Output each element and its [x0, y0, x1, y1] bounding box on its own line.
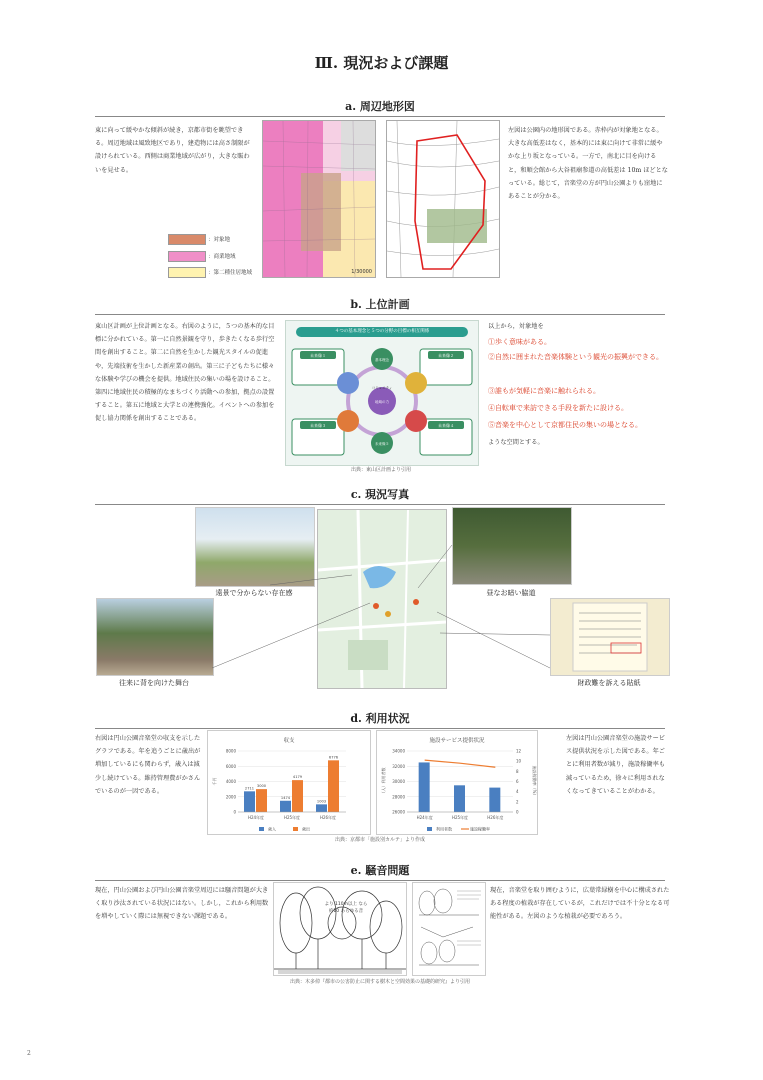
noise-diagram — [412, 882, 486, 976]
y-tick-label: 4000 — [225, 779, 236, 784]
section-c-rule — [95, 504, 665, 505]
y2-tick-label: 2 — [516, 799, 519, 805]
bar-利用者数 — [419, 762, 430, 812]
legend-swatch — [293, 827, 298, 831]
x-tick-label: H24年度 — [416, 815, 433, 820]
y2-tick-label: 10 — [516, 758, 522, 764]
y-axis-label: （人）利用者数 — [381, 767, 386, 796]
photo-distant-view — [195, 507, 315, 587]
y-tick-label: 32000 — [392, 763, 405, 769]
y2-tick-label: 4 — [516, 789, 519, 795]
section-a-rule — [95, 116, 665, 117]
section-a-heading: a. 周辺地形図 — [345, 100, 415, 113]
diagram-node-4: 未来像４ — [438, 423, 454, 428]
objective-3: ③誰もが気軽に音楽に触れられる。 — [488, 387, 600, 395]
section-d-rule — [95, 728, 665, 729]
legend-label-target: ：対象地 — [208, 237, 231, 243]
photo-dark-path — [452, 507, 572, 585]
photo-label-stage-back: 往来に背を向けた舞台 — [119, 679, 189, 687]
y-tick-label: 26000 — [392, 809, 405, 815]
data-label: 1474 — [280, 795, 291, 800]
bar-歳出 — [328, 760, 339, 812]
diagram-node-3: 未来像３ — [310, 423, 326, 428]
y-tick-label: 30000 — [392, 779, 405, 784]
diagram-node-8: 未来像５ — [375, 442, 389, 446]
photo-notice — [550, 598, 670, 676]
y-tick-label: 0 — [233, 809, 236, 815]
photo-stage-back — [96, 598, 214, 676]
notice-graphic — [551, 599, 669, 675]
diagram-caption: 出典：東山区計画より引用 — [350, 467, 411, 473]
diagram-node-1: 未来像１ — [310, 353, 326, 358]
objective-1: ①歩く意味がある。 — [488, 338, 551, 346]
x-tick-label: H25年度 — [283, 815, 301, 820]
section-e-right-text: 現在，音楽堂を取り囲むように，広葉常緑樹を中心に構成されたある程度の植栽が存在しているが，これだけでは不十分となる可能性がある。左図のような植栽が必要であろう。 — [490, 887, 670, 921]
legend-label: 利用者数 — [436, 826, 452, 832]
section-a-left-text: 東に向って緩やかな傾斜が続き，京都市街を眺望できる。周辺地域は風致地区であり，建造物には高さ制限が設けられている。西側は商業地域が広がり，大きな賑わいを見せる。 — [95, 127, 250, 174]
y2-tick-label: 6 — [516, 779, 519, 784]
legend-label-commercial: ：商業地域 — [208, 254, 236, 260]
x-tick-label: H26年度 — [487, 815, 504, 820]
section-d-caption: 出典：京都市「施設別カルテ」より作成 — [334, 837, 425, 843]
section-d-heading: d. 利用状況 — [350, 712, 410, 725]
data-label: 1003 — [316, 799, 327, 804]
y2-tick-label: 0 — [516, 809, 519, 815]
legend-label-residential: ：第二種住居地域 — [208, 270, 253, 276]
section-e-rule — [95, 880, 665, 881]
tree-sketch — [273, 882, 407, 976]
page-number: 2 — [27, 1050, 31, 1057]
park-map-image — [318, 510, 446, 688]
chart-title: 収支 — [283, 738, 295, 744]
y2-tick-label: 12 — [516, 748, 522, 754]
diagram-node-7: 地域の力 — [375, 400, 389, 404]
bar-歳出 — [256, 789, 267, 812]
section-d-right-text: 左図は円山公園音楽堂の施設サービス提供状況を示した図である。年ごとに利用者数が減り，施設稼働率も減っているため，徐々に利用されなくなってきていることがわかる。 — [566, 735, 665, 795]
y-tick-label: 2000 — [225, 794, 236, 800]
objective-4: ④自転車で来訪できる手段を新たに設ける。 — [488, 404, 628, 412]
section-e-caption: 出典：木多倬『都市の公害防止に関する樹木と空間効果の基礎的研究』より引用 — [289, 979, 470, 985]
diagram-node-5: 基本理念 — [375, 358, 389, 362]
section-b-rule — [95, 314, 665, 315]
diagram-node-2: 未来像２ — [438, 353, 454, 358]
section-c-heading: c. 現況写真 — [350, 488, 410, 501]
section-b-right-outro: ような空間とする。 — [488, 439, 544, 446]
topographic-map-image — [387, 121, 499, 277]
section-e-left-text: 現在，円山公園および円山公園音楽堂周辺には騒音問題が大きく取り沙汰されている状況にはない。しかし，これから利用数を増やしていく際には無視できない課題である。 — [95, 887, 269, 921]
x-tick-label: H24年度 — [247, 815, 265, 820]
map-scale: 1/30000 — [351, 269, 372, 275]
photo-label-notice: 財政難を訴える貼紙 — [577, 679, 641, 687]
section-b-left-text: 東山区計画が上位計画となる。右図のように，５つの基本的な目標に分かれている。第一に自然景観を守り，歩きたくなる歩行空間を創出すること。第二に自然を生かした観光スタイルの促進や，先端技術を生かした新産業の創出。第三に子どもたちに様々な体験や学びの機会を提供。地域住民の集いの場を設けること。第四に地域住民の積極的なまちづくり活動への参加，拠点の設置すること。第五に地域と大学との連携強化。イベントへの参加を促し協力関係を創出することである。 — [95, 323, 275, 423]
y2-tick-label: 8 — [516, 768, 519, 774]
legend-swatch-commercial — [168, 251, 206, 262]
section-b-heading: b. 上位計画 — [350, 298, 410, 311]
finance-chart — [207, 730, 371, 835]
diagram-title: ４つの基本理念と５つの分野の目標の相互関係 — [296, 327, 468, 337]
y-tick-label: 6000 — [225, 763, 236, 769]
legend-swatch-target — [168, 234, 206, 245]
legend-swatch-residential — [168, 267, 206, 278]
page-title: Ⅲ. 現況および課題 — [314, 54, 449, 72]
diagram-node-6: コミュニティ — [371, 386, 393, 390]
bar-歳入 — [280, 801, 291, 812]
legend-label: 歳入 — [268, 826, 276, 832]
tree-sketch-graphic — [274, 883, 406, 975]
data-label: 2711 — [244, 786, 255, 791]
photo-label-distant-view: 遠景で分からない存在感 — [215, 589, 293, 597]
y-tick-label: 8000 — [225, 748, 236, 754]
bar-歳入 — [244, 791, 255, 812]
park-map — [317, 509, 447, 689]
legend-label: 施設稼働率 — [470, 826, 490, 832]
bar-利用者数 — [454, 785, 465, 812]
bar-利用者数 — [489, 788, 500, 812]
x-tick-label: H26年度 — [319, 815, 337, 820]
data-label: 3000 — [256, 784, 267, 789]
diagram-graphic — [286, 339, 478, 465]
noise-diagram-graphic — [413, 883, 485, 975]
bar-歳入 — [316, 804, 327, 812]
objective-2: ②自然に囲まれた音楽体験という観光の振興ができる。 — [488, 353, 663, 361]
usage-chart — [376, 730, 538, 835]
zoning-map — [262, 120, 376, 278]
y-axis-label: 千円 — [212, 777, 217, 786]
legend-label: 歳出 — [302, 826, 310, 832]
data-label: 6776 — [328, 755, 339, 760]
topographic-map — [386, 120, 500, 278]
sketch-note: より 110m以上 なら 約10 あらゆる音 — [324, 902, 368, 914]
chart-title: 施設サービス提供状況 — [429, 738, 485, 744]
legend-swatch — [427, 827, 432, 831]
section-a-right-text: 左図は公園内の地形図である。赤枠内が対象地となる。大きな高低差はなく，基本的には東に向けて非常に緩やかな上り坂となっている。一方で，南北に目を向けると，和順会館から大谷祖廟参道の高低差は 10m ほどとなっている。総じて，音楽堂の方が円山公園よりも窪地にあることが分かる。 — [508, 127, 668, 201]
section-b-right-intro: 以上から，対象地を — [488, 323, 544, 330]
y2-axis-label: 施設稼働率（%） — [532, 765, 537, 798]
legend-swatch — [259, 827, 264, 831]
data-label: 4179 — [292, 775, 303, 780]
zoning-map-image — [263, 121, 375, 277]
objective-5: ⑤音楽を中心として京都住民の集いの場となる。 — [488, 421, 642, 429]
usage-chart-svg — [377, 731, 537, 834]
section-d-left-text: 右図は円山公園音楽堂の収支を示したグラフである。年を追うごとに歳出が増加しているにも関わらず，歳入は減少し続けている。維持管理費がかさんでいるのが一因である。 — [95, 735, 201, 795]
y-tick-label: 34000 — [392, 748, 405, 754]
finance-chart-svg — [208, 731, 370, 834]
section-e-heading: e. 騒音問題 — [350, 864, 410, 877]
plan-diagram — [285, 320, 479, 466]
x-tick-label: H25年度 — [451, 815, 469, 820]
bar-歳出 — [292, 780, 303, 812]
photo-label-dark-path: 昼なお暗い脇道 — [486, 589, 536, 597]
y-tick-label: 28000 — [392, 794, 405, 800]
